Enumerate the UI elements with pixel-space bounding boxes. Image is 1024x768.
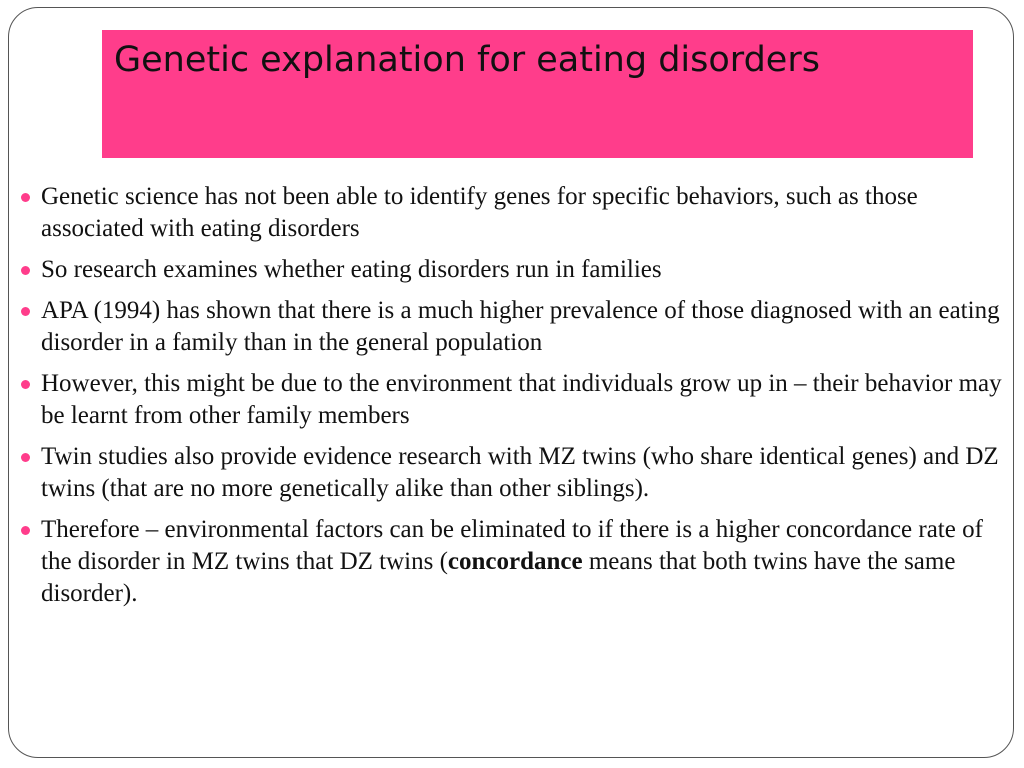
bullet-text: However, this might be due to the environment that individuals grow up in – their behavior may be learnt from other family members [41, 370, 1002, 429]
bullet-dot-icon [21, 380, 30, 389]
bullet-item [18, 441, 1008, 505]
bullet-dot-icon [21, 193, 30, 202]
bullet-text-before: Therefore – environmental factors can be eliminated to if there is a higher concordance rate of the disorder in MZ twins that DZ twins ( [41, 516, 983, 575]
bullet-item [18, 514, 1008, 610]
bullet-text-after: means that both twins have the same disorder). [41, 548, 956, 607]
slide-title: Genetic explanation for eating disorders [114, 40, 820, 80]
bullet-dot-icon [21, 307, 30, 316]
concordance-term: concordance [447, 548, 583, 575]
bullet-item [18, 254, 1008, 286]
bullet-dot-icon [21, 266, 30, 275]
bullet-item [18, 368, 1008, 432]
bullet-item [18, 181, 1008, 245]
bullet-dot-icon [21, 526, 30, 535]
bullet-dot-icon [21, 453, 30, 462]
bullet-text: Twin studies also provide evidence research with MZ twins (who share identical genes) and DZ twins (that are no more genetically alike than other siblings). [41, 443, 999, 502]
title-banner [102, 30, 973, 158]
bullet-text: Genetic science has not been able to identify genes for specific behaviors, such as those associated with eating disorders [41, 183, 918, 242]
bullet-list [18, 181, 1008, 619]
bullet-text: APA (1994) has shown that there is a much higher prevalence of those diagnosed with an eating disorder in a family than in the general population [41, 297, 1000, 356]
bullet-item [18, 295, 1008, 359]
bullet-text: So research examines whether eating disorders run in families [41, 256, 662, 283]
